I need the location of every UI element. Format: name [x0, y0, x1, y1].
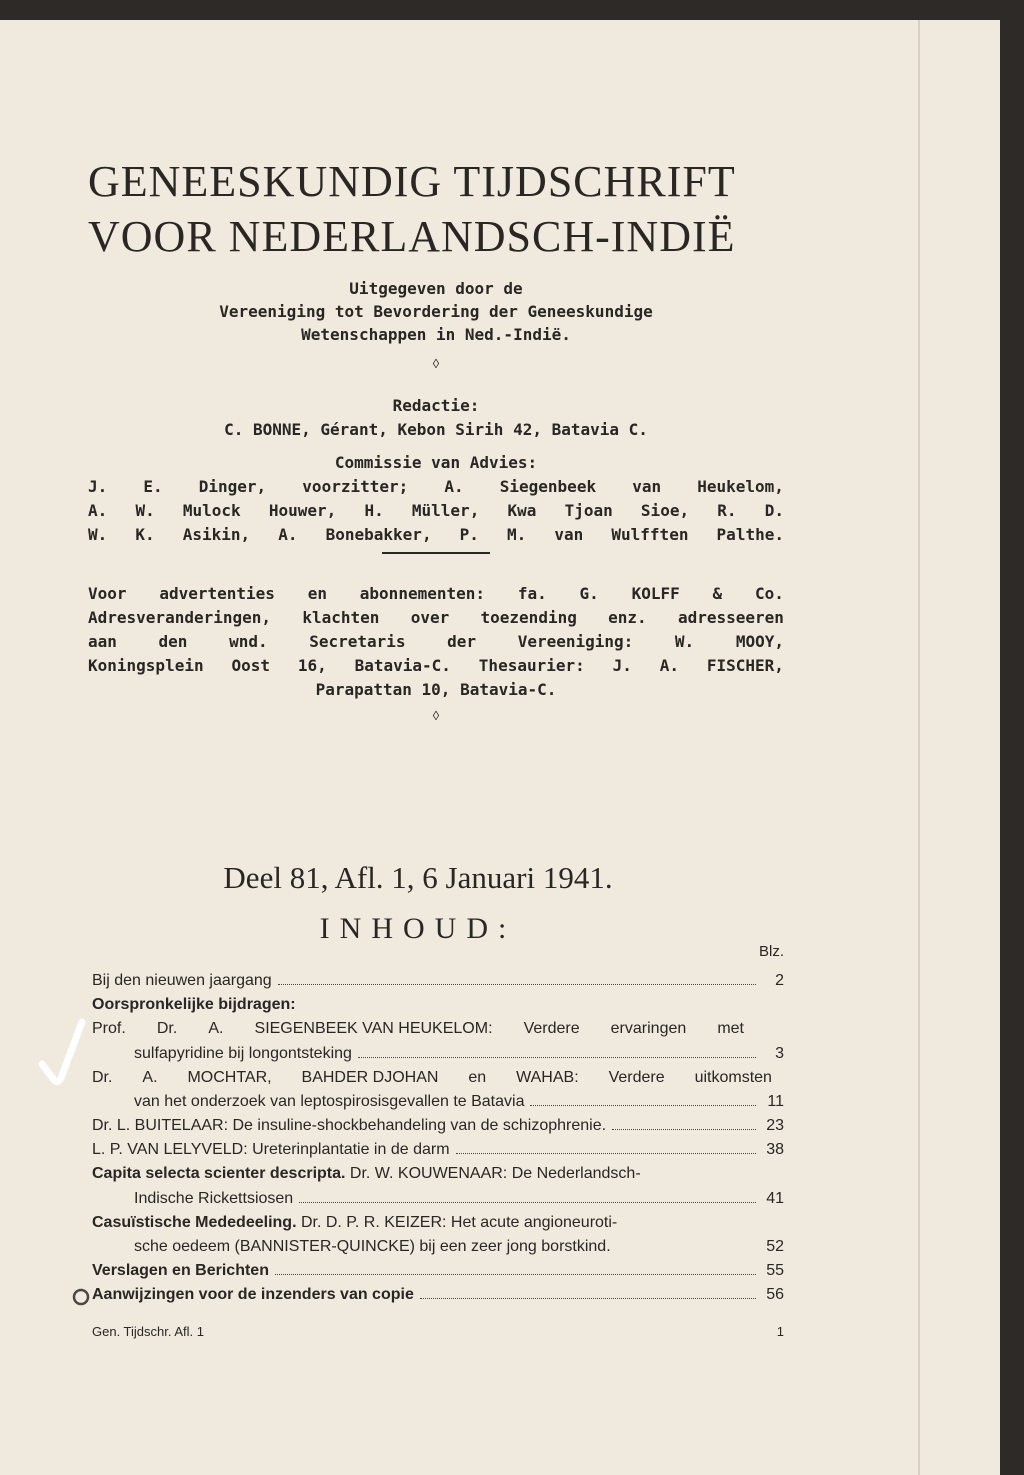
advertising-line: Voor advertenties en abonnementen: fa. G. KOLFF & Co.: [88, 584, 784, 603]
toc-entry: Prof. Dr. A. SIEGENBEEK VAN HEUKELOM: Verdere ervaringen met: [92, 1020, 744, 1037]
committee-heading: Commissie van Advies:: [334, 453, 538, 472]
toc-entry: Indische Rickettsiosen 41: [134, 1190, 784, 1207]
journal-title-line-1: GENEESKUNDIG TIJDSCHRIFT: [88, 157, 736, 206]
dot-leader: [612, 1128, 756, 1130]
issue-line: Deel 81, Afl. 1, 6 Januari 1941.: [223, 860, 613, 895]
dot-leader: [420, 1297, 756, 1299]
dot-leader: [358, 1056, 756, 1058]
toc-page: 38: [766, 1141, 784, 1158]
page-column-label: Blz.: [758, 943, 784, 960]
dot-leader: [617, 1250, 756, 1251]
scan-edge-top: [0, 0, 1024, 20]
toc-page: 3: [775, 1045, 784, 1062]
advertising-line: Adresveranderingen, klachten over toezending enz. adresseeren: [88, 608, 784, 627]
separator-rule: [382, 552, 490, 554]
publisher-line: Vereeniging tot Bevordering der Geneeskundige: [219, 302, 653, 321]
toc-page: 52: [766, 1238, 784, 1255]
dot-leader: [456, 1152, 756, 1154]
advertising-line-last: Parapattan 10, Batavia-C.: [315, 680, 557, 699]
footer-page-number: 1: [776, 1324, 784, 1339]
ornament-diamond: ◊: [432, 708, 440, 723]
dot-leader: [275, 1273, 756, 1275]
dot-leader: [530, 1104, 756, 1106]
toc-entry: van het onderzoek van leptospirosisgevallen te Batavia 11: [134, 1093, 784, 1110]
toc-page: 56: [766, 1286, 784, 1303]
toc-entry: Aanwijzingen voor de inzenders van copie 56: [92, 1286, 784, 1303]
page-fold: [918, 20, 920, 1475]
toc-entry: Dr. A. MOCHTAR, BAHDER DJOHAN en WAHAB: Verdere uitkomsten: [92, 1069, 772, 1086]
committee-line: A. W. Mulock Houwer, H. Müller, Kwa Tjoan Sioe, R. D.: [88, 501, 784, 520]
toc-page: 41: [766, 1190, 784, 1207]
publisher-line: Uitgegeven door de: [349, 279, 523, 298]
check-mark-icon: [38, 1018, 86, 1088]
advertising-line: aan den wnd. Secretaris der Vereeniging: W. MOOY,: [88, 632, 784, 651]
toc-page: 23: [766, 1117, 784, 1134]
editorial-heading: Redactie:: [392, 396, 480, 415]
advertising-line: Koningsplein Oost 16, Batavia-C. Thesaurier: J. A. FISCHER,: [88, 656, 784, 675]
toc-entry: sulfapyridine bij longontsteking 3: [134, 1045, 784, 1062]
toc-page: 2: [775, 972, 784, 989]
footer-journal-ref: Gen. Tijdschr. Afl. 1: [92, 1324, 204, 1339]
editor-line: C. BONNE, Gérant, Kebon Sirih 42, Batavia C.: [224, 420, 648, 439]
toc-entry: Casuïstische Mededeeling. Dr. D. P. R. KEIZER: Het acute angioneuroti-: [92, 1214, 618, 1231]
toc-page: 11: [767, 1093, 784, 1110]
toc-entry: sche oedeem (BANNISTER-QUINCKE) bij een zeer jong borstkind. 52: [134, 1238, 784, 1255]
ornament-diamond: ◊: [432, 356, 440, 371]
dot-leader: [299, 1201, 756, 1203]
toc-entry: Verslagen en Berichten 55: [92, 1262, 784, 1279]
publisher-line: Wetenschappen in Ned.-Indië.: [301, 325, 571, 344]
committee-line: J. E. Dinger, voorzitter; A. Siegenbeek van Heukelom,: [88, 477, 784, 496]
toc-entry: Capita selecta scienter descripta. Dr. W. KOUWENAAR: De Nederlandsch-: [92, 1165, 641, 1182]
toc-entry: L. P. VAN LELYVELD: Ureterinplantatie in de darm 38: [92, 1141, 784, 1158]
journal-title-line-2: VOOR NEDERLANDSCH-INDIË: [88, 212, 736, 261]
contents-heading: INHOUD:: [319, 912, 517, 945]
committee-line: W. K. Asikin, A. Bonebakker, P. M. van Wulfften Palthe.: [88, 525, 784, 544]
toc-section-heading: Oorspronkelijke bijdragen:: [92, 996, 296, 1013]
toc-entry: Dr. L. BUITELAAR: De insuline-shockbehandeling van de schizophrenie. 23: [92, 1117, 784, 1134]
toc-page: 55: [766, 1262, 784, 1279]
toc-entry: Bij den nieuwen jaargang 2: [92, 972, 784, 989]
scan-edge-right: [1000, 20, 1024, 1475]
circle-mark-icon: [71, 1287, 91, 1307]
dot-leader: [278, 983, 756, 985]
